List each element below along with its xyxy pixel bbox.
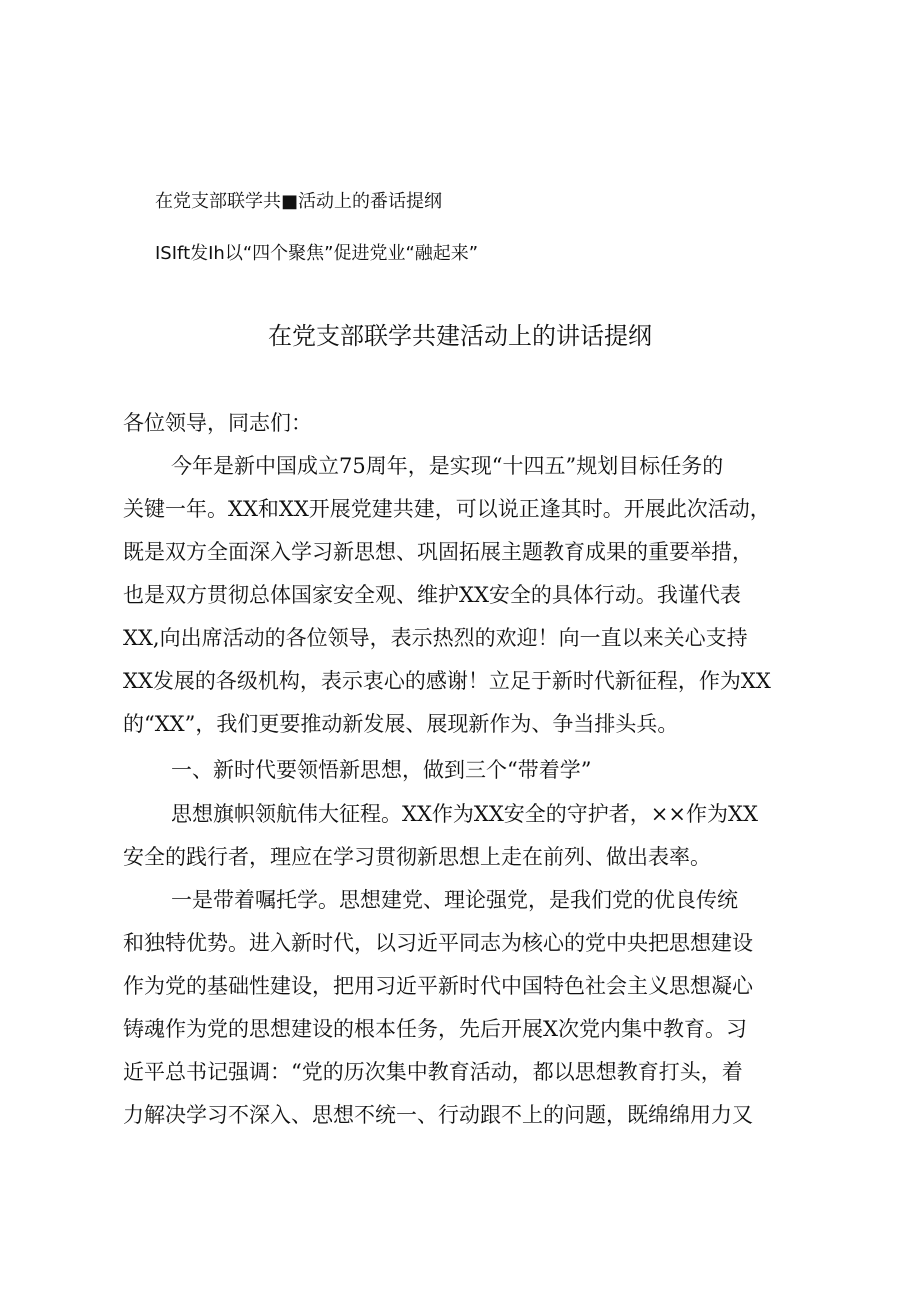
body-line: 铸魂作为党的思想建设的根本任务，先后开展X次党内集中教育。习: [123, 1017, 747, 1041]
document-title: 在党支部联学共建活动上的讲话提纲: [268, 322, 652, 350]
body-line: 和独特优势。进入新时代，以习近平同志为核心的党中央把思想建设: [123, 931, 753, 955]
body-line: XX发展的各级机构，表示衷心的感谢！立足于新时代新征程，作为XX: [123, 669, 771, 693]
body-line: 近平总书记强调：“党的历次集中教育活动，都以思想教育打头，着: [123, 1060, 743, 1084]
body-line: 一是带着嘱托学。思想建党、理论强党，是我们党的优良传统: [171, 888, 738, 912]
body-line: 思想旗帜领航伟大征程。XX作为XX安全的守护者，××作为XX: [171, 802, 758, 826]
body-line: 安全的践行者，理应在学习贯彻新思想上走在前列、做出表率。: [123, 845, 711, 869]
body-line: 关键一年。XX和XX开展党建共建，可以说正逢其时。开展此次活动，: [123, 497, 771, 521]
body-line: 也是双方贯彻总体国家安全观、维护XX安全的具体行动。我谨代表: [123, 583, 741, 607]
body-line-salutation: 各位领导，同志们：: [123, 411, 312, 435]
header-line-1: 在党支部联学共■活动上的番话提纲: [155, 191, 443, 212]
header-line-2: ISIft发Ih以“四个聚焦”促进党业“融起来”: [155, 243, 479, 264]
body-line: XX,向出席活动的各位领导，表示热烈的欢迎！向一直以来关心支持: [123, 626, 748, 650]
section-heading: 一、新时代要领悟新思想，做到三个“带着学”: [171, 758, 592, 782]
body-line: 的“XX”，我们更要推动新发展、展现新作为、争当排头兵。: [123, 712, 679, 736]
body-line: 力解决学习不深入、思想不统一、行动跟不上的问题，既绵绵用力又: [123, 1103, 753, 1127]
body-line: 作为党的基础性建设，把用习近平新时代中国特色社会主义思想凝心: [123, 974, 753, 998]
body-line: 既是双方全面深入学习新思想、巩固拓展主题教育成果的重要举措，: [123, 540, 753, 564]
body-line: 今年是新中国成立75周年，是实现“十四五”规划目标任务的: [171, 454, 724, 478]
